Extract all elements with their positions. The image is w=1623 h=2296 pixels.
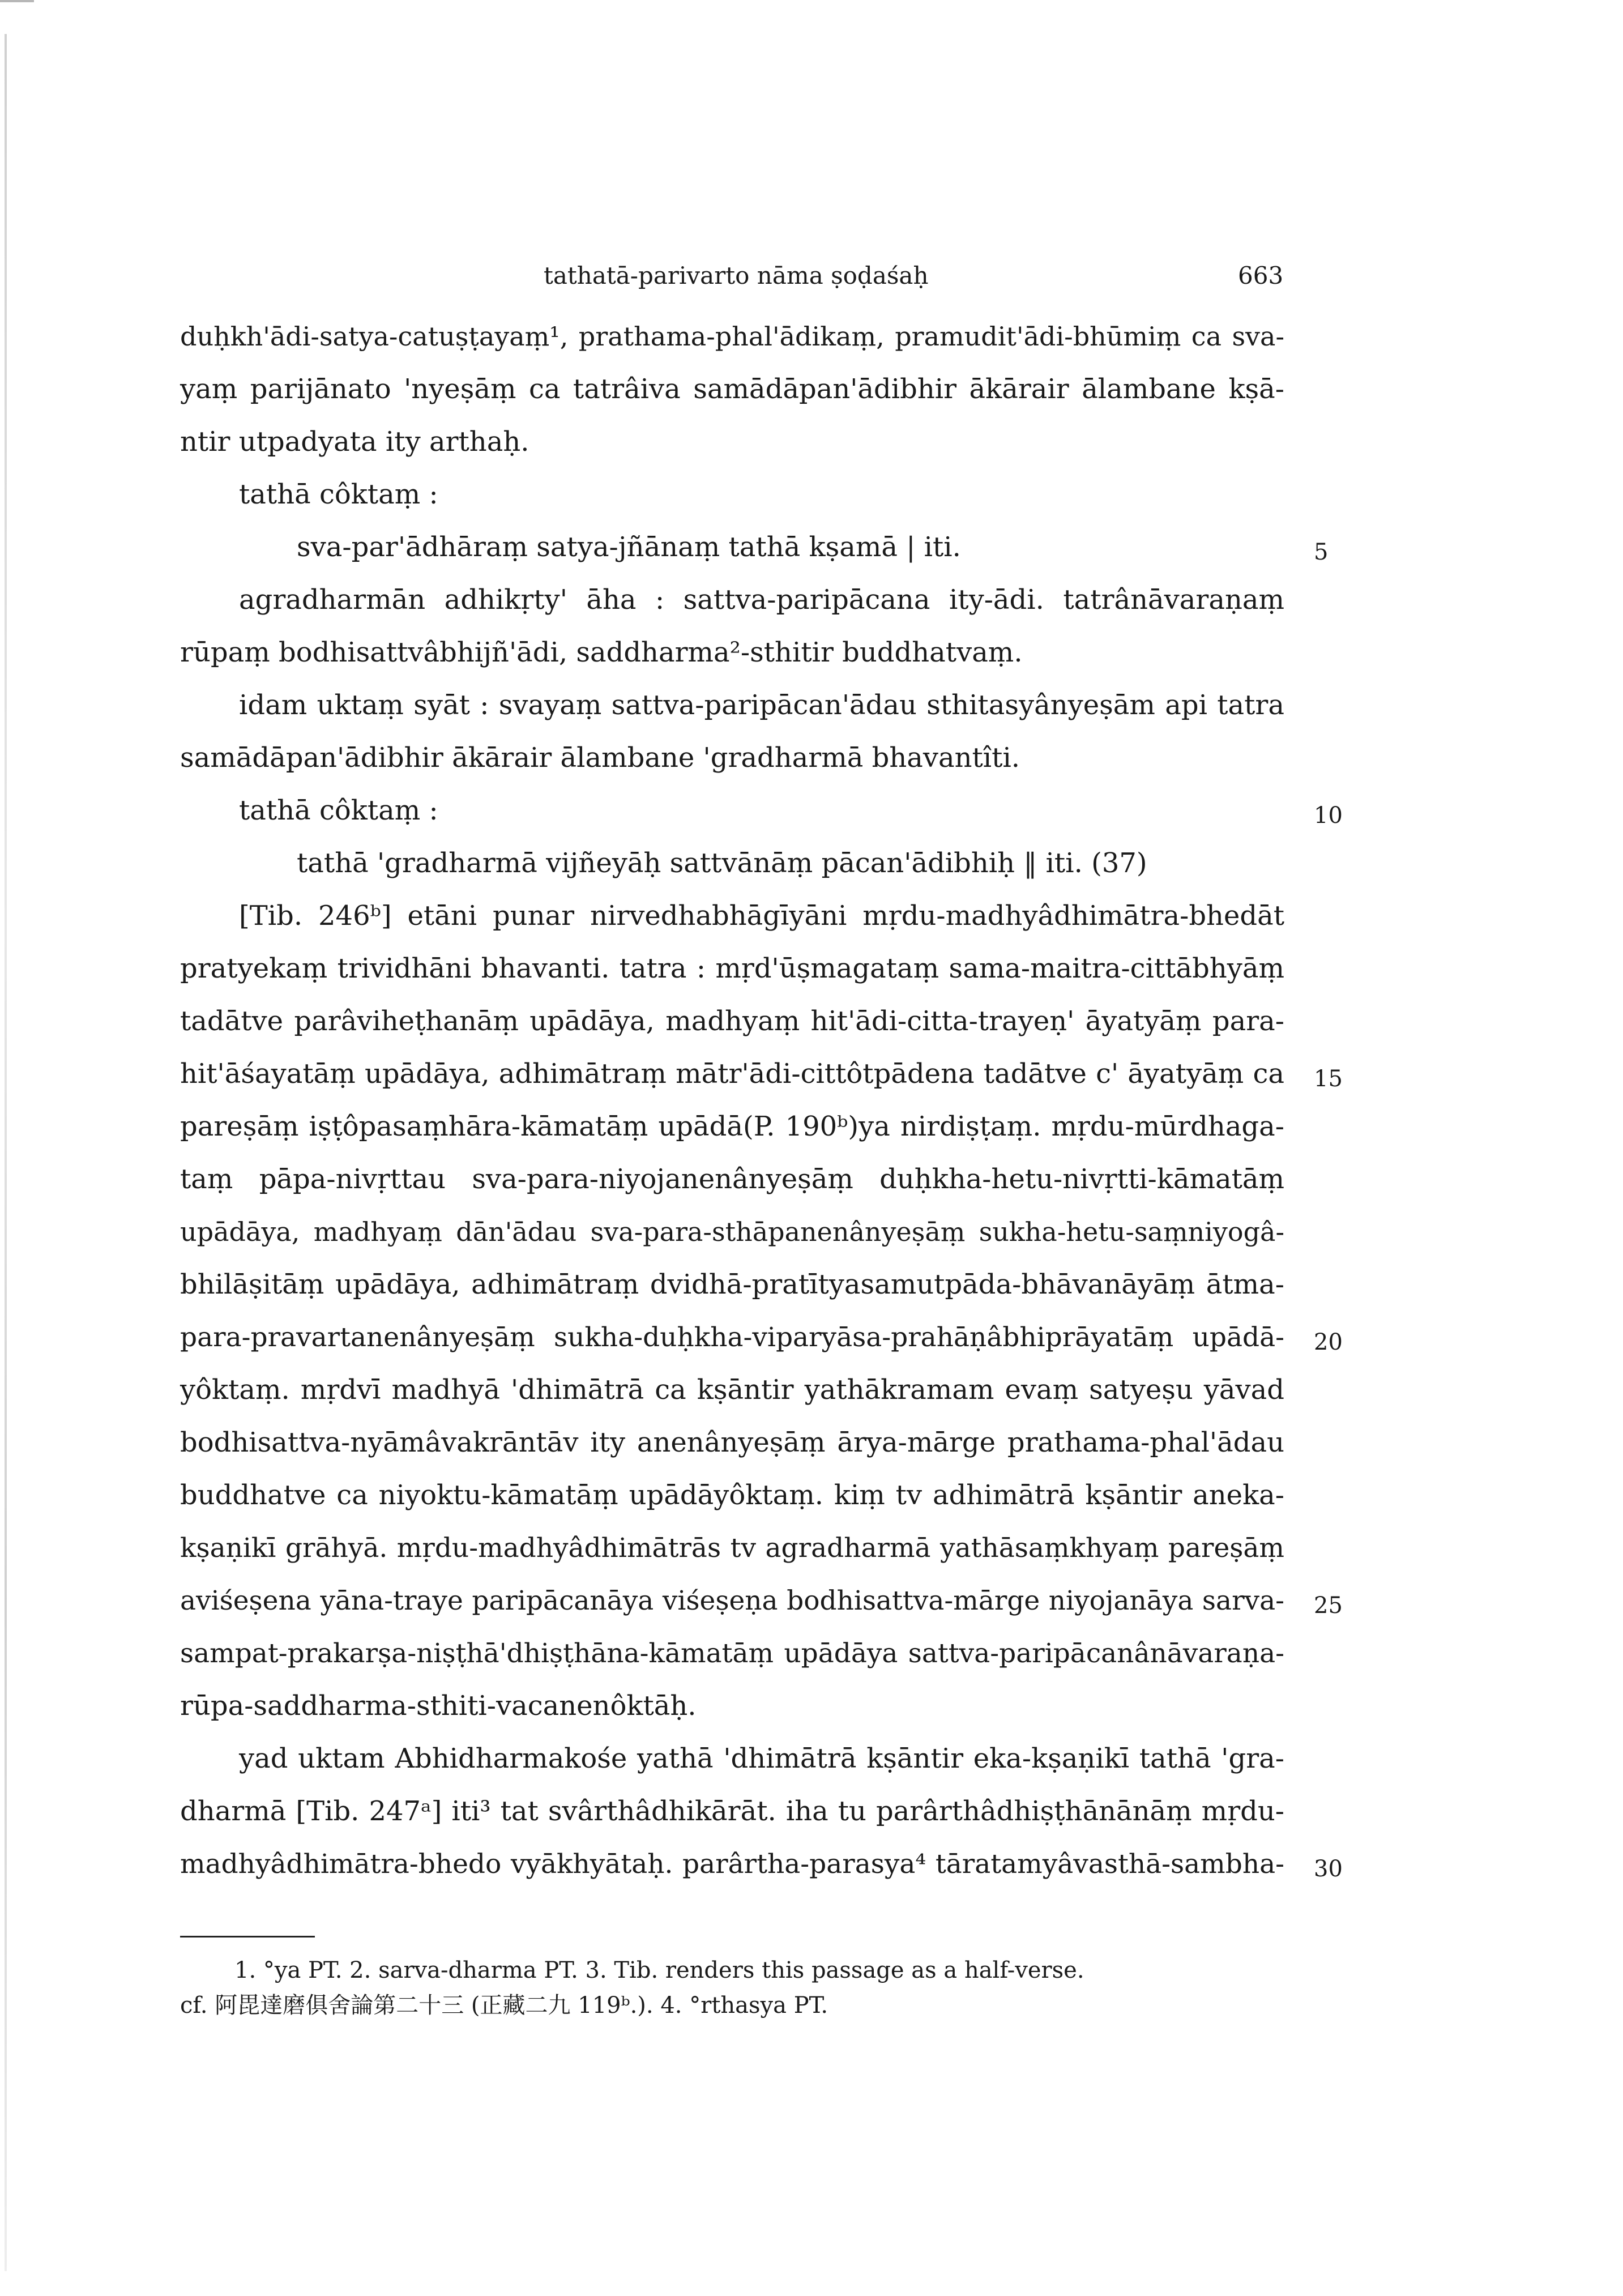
text-line: samādāpan'ādibhir ākārair ālambane 'gradharmā bhavantîti. [180, 742, 1020, 774]
text-line: dharmā [Tib. 247ᵃ] iti³ tat svârthâdhikārāt. iha tu parârthâdhiṣṭhānānāṃ mṛdu- [180, 1795, 1284, 1827]
text-line: tathā côktaṃ : [239, 795, 438, 826]
footnote-rule [180, 1936, 315, 1937]
text-line: rūpaṃ bodhisattvâbhijñ'ādi, saddharma²-sthitir buddhatvaṃ. [180, 637, 1023, 668]
text-line: ntir utpadyata ity arthaḥ. [180, 426, 529, 458]
text-line: bodhisattva-nyāmâvakrāntāv ity anenânyeṣāṃ ārya-mārge prathama-phal'ādau [180, 1427, 1284, 1458]
text-line: yaṃ parijānato 'nyeṣāṃ ca tatrâiva samādāpan'ādibhir ākārair ālambane kṣā- [180, 373, 1284, 405]
text-line: rūpa-saddharma-sthiti-vacanenôktāḥ. [180, 1690, 697, 1722]
text-line: sva-par'ādhāraṃ satya-jñānaṃ tathā kṣamā | iti. [297, 531, 961, 563]
line-number-25: 25 [1314, 1593, 1343, 1619]
footnotes [180, 1953, 1284, 2023]
text-line: tathā 'gradharmā vijñeyāḥ sattvānāṃ pācan'ādibhiḥ ‖ iti. (37) [297, 847, 1147, 879]
main-text [180, 310, 1284, 1890]
text-line: agradharmān adhikṛty' āha : sattva-paripācana ity-ādi. tatrânāvaraṇaṃ [239, 584, 1284, 616]
text-line: pareṣāṃ iṣṭôpasaṃhāra-kāmatāṃ upādā(P. 190ᵇ)ya nirdiṣṭaṃ. mṛdu-mūrdhaga- [180, 1111, 1284, 1142]
text-line: [Tib. 246ᵇ] etāni punar nirvedhabhāgīyāni mṛdu-madhyâdhimātra-bhedāt [239, 900, 1284, 932]
footnote-line-2: cf. 阿毘達磨俱舍論第二十三 (正藏二九 119ᵇ.). 4. °rthasya PT. [180, 1992, 828, 2018]
text-line: pratyekaṃ trividhāni bhavanti. tatra : mṛd'ūṣmagataṃ sama-maitra-cittābhyāṃ [180, 953, 1284, 984]
text-line: bhilāṣitāṃ upādāya, adhimātraṃ dvidhā-pratītyasamutpāda-bhāvanāyāṃ ātma- [180, 1269, 1284, 1300]
running-title: tathatā-parivarto nāma ṣoḍaśaḥ [544, 262, 929, 289]
text-line: tadātve parâviheṭhanāṃ upādāya, madhyaṃ hit'ādi-citta-trayeṇ' āyatyāṃ para- [180, 1005, 1284, 1037]
text-line: taṃ pāpa-nivṛttau sva-para-niyojanenânyeṣāṃ duḥkha-hetu-nivṛtti-kāmatāṃ [180, 1163, 1284, 1195]
running-header [0, 262, 1623, 296]
text-line: duḥkh'ādi-satya-catuṣṭayaṃ¹, prathama-phal'ādikaṃ, pramudit'ādi-bhūmiṃ ca sva- [180, 321, 1284, 352]
text-line: upādāya, madhyaṃ dān'ādau sva-para-sthāpanenânyeṣāṃ sukha-hetu-saṃniyogâ- [180, 1217, 1284, 1247]
text-line: kṣaṇikī grāhyā. mṛdu-madhyâdhimātrās tv agradharmā yathāsaṃkhyaṃ pareṣāṃ [180, 1533, 1284, 1564]
text-line: yôktaṃ. mṛdvī madhyā 'dhimātrā ca kṣāntir yathākramam evaṃ satyeṣu yāvad [180, 1374, 1284, 1406]
scan-corner-mark [0, 0, 34, 2]
text-line: idam uktaṃ syāt : svayaṃ sattva-paripācan'ādau sthitasyânyeṣām api tatra [239, 689, 1284, 721]
text-line: sampat-prakarṣa-niṣṭhā'dhiṣṭhāna-kāmatāṃ upādāya sattva-paripācanânāvaraṇa- [180, 1638, 1284, 1669]
line-number-20: 20 [1314, 1329, 1343, 1355]
text-line: hit'āśayatāṃ upādāya, adhimātraṃ mātr'ādi-cittôtpādena tadātve c' āyatyāṃ ca [180, 1058, 1284, 1090]
text-line: tathā côktaṃ : [239, 479, 438, 510]
scan-left-edge [5, 34, 7, 2271]
line-number-15: 15 [1314, 1066, 1343, 1092]
text-line: yad uktam Abhidharmakośe yathā 'dhimātrā kṣāntir eka-kṣaṇikī tathā 'gra- [239, 1743, 1284, 1774]
text-line: buddhatve ca niyoktu-kāmatāṃ upādāyôktaṃ. kiṃ tv adhimātrā kṣāntir aneka- [180, 1479, 1284, 1511]
line-number-10: 10 [1314, 803, 1343, 829]
text-line: madhyâdhimātra-bhedo vyākhyātaḥ. parârtha-parasya⁴ tāratamyâvasthā-sambha- [180, 1849, 1284, 1880]
line-number-30: 30 [1314, 1856, 1343, 1882]
text-line: para-pravartanenânyeṣāṃ sukha-duḥkha-viparyāsa-prahāṇâbhiprāyatāṃ upādā- [180, 1322, 1284, 1353]
page-number: 663 [1238, 262, 1284, 289]
text-line: aviśeṣena yāna-traye paripācanāya viśeṣeṇa bodhisattva-mārge niyojanāya sarva- [180, 1585, 1284, 1616]
footnote-line-1: 1. °ya PT. 2. sarva-dharma PT. 3. Tib. renders this passage as a half-verse. [234, 1957, 1084, 1983]
line-number-5: 5 [1314, 539, 1329, 565]
